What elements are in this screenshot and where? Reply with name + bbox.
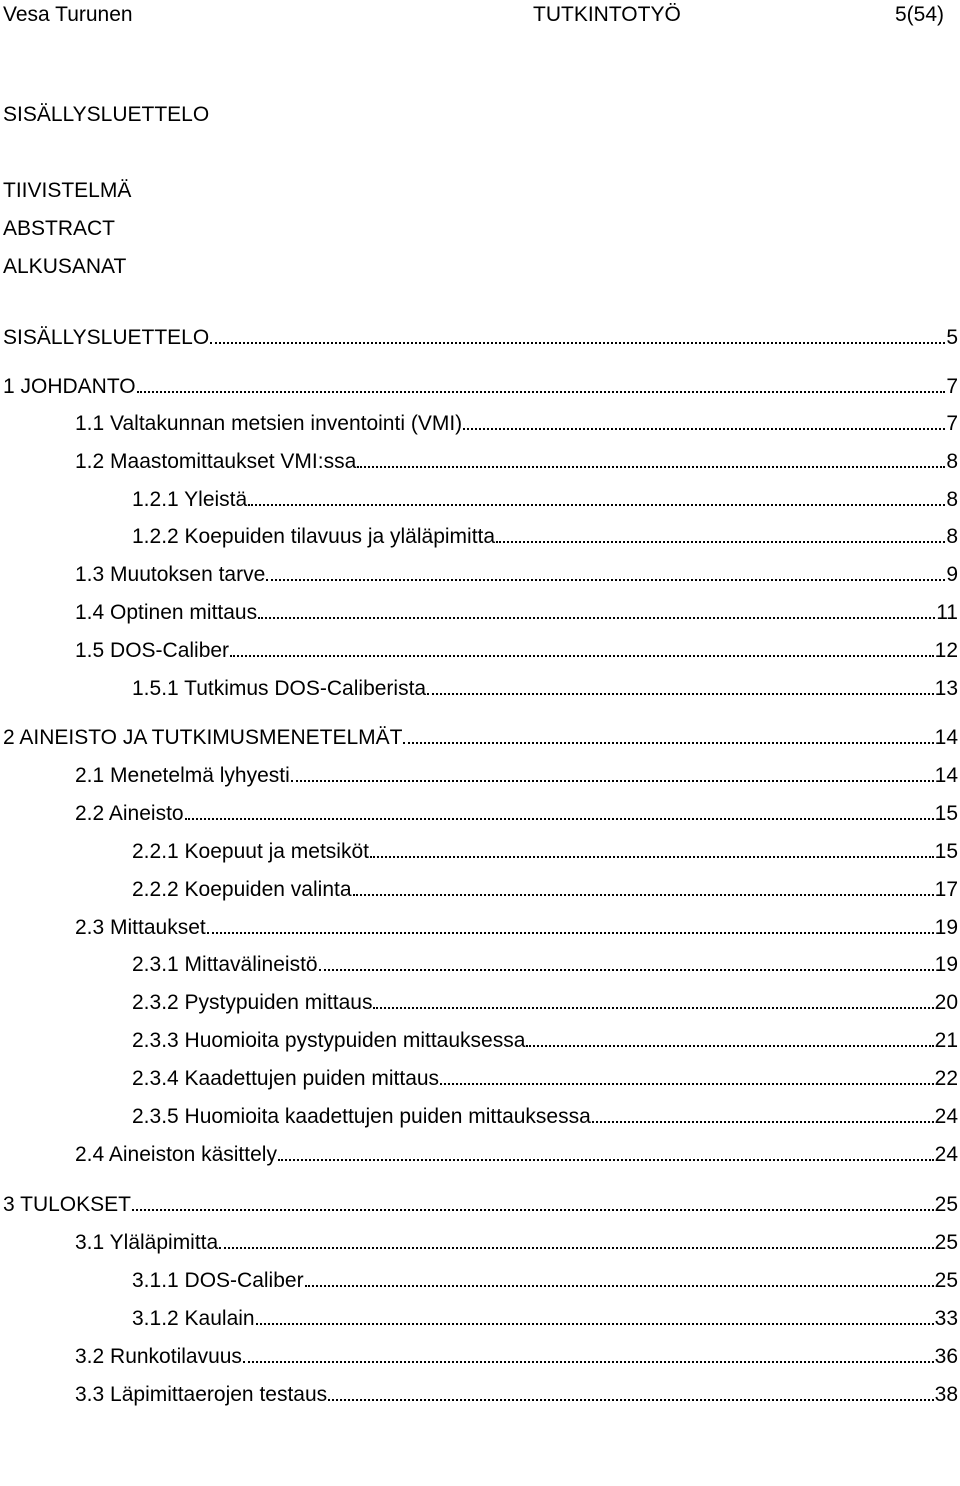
toc-entry-page-number: 24 <box>934 1143 958 1166</box>
toc-entry[interactable] <box>132 951 958 979</box>
toc-dot-leader <box>357 448 945 468</box>
header-page-number: 5(54) <box>894 3 944 26</box>
page-title: SISÄLLYSLUETTELO <box>3 103 210 126</box>
toc-dot-leader <box>328 1381 933 1401</box>
toc-entry[interactable] <box>132 989 958 1017</box>
toc-entry-label: 1.5.1 Tutkimus DOS-Caliberista <box>132 677 427 700</box>
toc-entry-page-number: 17 <box>934 878 958 901</box>
toc-dot-leader <box>210 324 945 344</box>
toc-dot-leader <box>219 1229 933 1249</box>
toc-entry-page-number: 7 <box>946 375 958 398</box>
toc-dot-leader <box>258 599 935 619</box>
toc-entry-label: 2.3.3 Huomioita pystypuiden mittauksessa <box>132 1029 526 1052</box>
toc-entry-page-number: 12 <box>934 639 958 662</box>
toc-entry-page-number: 22 <box>934 1067 958 1090</box>
toc-dot-leader <box>496 523 945 543</box>
toc-entry[interactable] <box>132 486 958 514</box>
toc-dot-leader <box>403 724 933 744</box>
toc-dot-leader <box>132 1191 934 1211</box>
toc-entry[interactable] <box>75 448 958 476</box>
toc-entry-label: 2.3.1 Mittavälineistö <box>132 953 318 976</box>
toc-dot-leader <box>440 1065 934 1085</box>
toc-entry[interactable] <box>75 762 958 790</box>
toc-dot-leader <box>248 486 945 506</box>
page-header <box>0 3 960 33</box>
toc-dot-leader <box>137 373 946 393</box>
toc-entry[interactable] <box>75 1229 958 1257</box>
toc-entry[interactable] <box>3 1191 958 1219</box>
toc-dot-leader <box>256 1305 934 1325</box>
toc-entry-label: 2.3.2 Pystypuiden mittaus <box>132 991 373 1014</box>
toc-dot-leader <box>373 989 933 1009</box>
toc-entry-page-number: 8 <box>946 525 958 548</box>
header-title: TUTKINTOTYÖ <box>533 3 681 26</box>
toc-entry-label: 2.3.4 Kaadettujen puiden mittaus <box>132 1067 440 1090</box>
toc-dot-leader <box>243 1343 934 1363</box>
toc-entry[interactable] <box>75 914 958 942</box>
toc-entry-page-number: 25 <box>934 1193 958 1216</box>
toc-dot-leader <box>370 838 934 858</box>
toc-entry-label: 1.2 Maastomittaukset VMI:ssa <box>75 450 357 473</box>
toc-entry-label: 3.1 Yläläpimitta <box>75 1231 219 1254</box>
toc-entry-page-number: 33 <box>934 1307 958 1330</box>
toc-entry-page-number: 7 <box>946 412 958 435</box>
toc-entry-label: 3.1.1 DOS-Caliber <box>132 1269 304 1292</box>
toc-entry-label: 1 JOHDANTO <box>3 375 136 398</box>
toc-entry-label: 3.1.2 Kaulain <box>132 1307 255 1330</box>
toc-entry[interactable] <box>132 1267 958 1295</box>
toc-entry[interactable] <box>75 800 958 828</box>
toc-entry[interactable] <box>3 373 958 401</box>
toc-entry-page-number: 8 <box>946 450 958 473</box>
toc-entry-label: 1.2.2 Koepuiden tilavuus ja yläläpimitta <box>132 525 496 548</box>
toc-entry-page-number: 19 <box>934 953 958 976</box>
toc-dot-leader <box>278 1141 934 1161</box>
toc-entry[interactable] <box>75 410 958 438</box>
toc-dot-leader <box>266 561 945 581</box>
toc-dot-leader <box>305 1267 934 1287</box>
toc-entry-page-number: 19 <box>934 916 958 939</box>
toc-entry-label: 2.3.5 Huomioita kaadettujen puiden mittauksessa <box>132 1105 591 1128</box>
toc-dot-leader <box>230 637 934 657</box>
toc-entry[interactable] <box>132 1027 958 1055</box>
front-matter-item: ABSTRACT <box>3 217 116 240</box>
toc-entry-label: 1.1 Valtakunnan metsien inventointi (VMI) <box>75 412 463 435</box>
toc-entry[interactable] <box>75 1381 958 1409</box>
toc-entry-page-number: 36 <box>934 1345 958 1368</box>
toc-dot-leader <box>319 951 934 971</box>
toc-entry-label: 3 TULOKSET <box>3 1193 131 1216</box>
toc-entry[interactable] <box>132 838 958 866</box>
toc-entry[interactable] <box>132 1305 958 1333</box>
toc-entry-label: 1.5 DOS-Caliber <box>75 639 230 662</box>
toc-dot-leader <box>353 876 934 896</box>
toc-entry-page-number: 5 <box>946 326 958 349</box>
toc-entry-page-number: 24 <box>934 1105 958 1128</box>
toc-entry-page-number: 9 <box>946 563 958 586</box>
toc-entry-label: 3.2 Runkotilavuus <box>75 1345 242 1368</box>
toc-entry[interactable] <box>132 675 958 703</box>
toc-entry-label: 2.1 Menetelmä lyhyesti <box>75 764 290 787</box>
toc-dot-leader <box>592 1103 934 1123</box>
toc-entry[interactable] <box>132 1103 958 1131</box>
toc-entry[interactable] <box>75 561 958 589</box>
toc-entry[interactable] <box>3 324 958 352</box>
toc-entry[interactable] <box>75 1141 958 1169</box>
toc-entry[interactable] <box>132 876 958 904</box>
toc-entry-page-number: 25 <box>934 1269 958 1292</box>
toc-entry-label: 2.2.1 Koepuut ja metsiköt <box>132 840 369 863</box>
toc-entry[interactable] <box>75 1343 958 1371</box>
front-matter-item: TIIVISTELMÄ <box>3 179 132 202</box>
toc-entry-label: 2.2.2 Koepuiden valinta <box>132 878 352 901</box>
toc-entry[interactable] <box>132 1065 958 1093</box>
toc-dot-leader <box>207 914 934 934</box>
toc-entry-label: 2.2 Aineisto <box>75 802 184 825</box>
toc-entry-page-number: 11 <box>936 601 958 624</box>
toc-entry-label: 1.3 Muutoksen tarve <box>75 563 266 586</box>
toc-entry[interactable] <box>3 724 958 752</box>
toc-entry-label: 2 AINEISTO JA TUTKIMUSMENETELMÄT <box>3 726 403 749</box>
toc-entry-page-number: 15 <box>934 802 958 825</box>
toc-dot-leader <box>291 762 934 782</box>
front-matter-item: ALKUSANAT <box>3 255 127 278</box>
toc-entry-label: SISÄLLYSLUETTELO <box>3 326 210 349</box>
toc-dot-leader <box>463 410 945 430</box>
toc-dot-leader <box>185 800 934 820</box>
toc-entry-page-number: 8 <box>946 488 958 511</box>
toc-entry-label: 1.4 Optinen mittaus <box>75 601 258 624</box>
header-author: Vesa Turunen <box>3 3 133 26</box>
toc-entry-page-number: 15 <box>934 840 958 863</box>
toc-dot-leader <box>427 675 934 695</box>
toc-entry[interactable] <box>75 599 958 627</box>
toc-entry-label: 1.2.1 Yleistä <box>132 488 248 511</box>
toc-entry[interactable] <box>75 637 958 665</box>
toc-entry-page-number: 20 <box>934 991 958 1014</box>
toc-entry-label: 2.3 Mittaukset <box>75 916 206 939</box>
toc-dot-leader <box>526 1027 933 1047</box>
toc-entry-label: 3.3 Läpimittaerojen testaus <box>75 1383 328 1406</box>
toc-entry-page-number: 38 <box>934 1383 958 1406</box>
toc-entry-label: 2.4 Aineiston käsittely <box>75 1143 277 1166</box>
toc-entry-page-number: 14 <box>934 764 958 787</box>
toc-entry-page-number: 25 <box>934 1231 958 1254</box>
toc-entry-page-number: 13 <box>934 677 958 700</box>
toc-entry-page-number: 21 <box>934 1029 958 1052</box>
toc-entry-page-number: 14 <box>934 726 958 749</box>
toc-entry[interactable] <box>132 523 958 551</box>
